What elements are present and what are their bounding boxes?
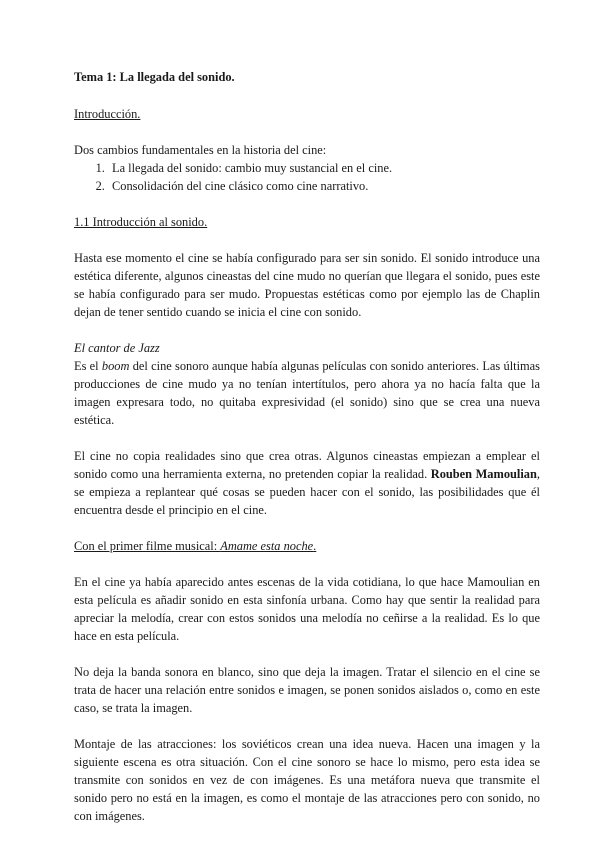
list-item: 1. La llegada del sonido: cambio muy sustancial en el cine. [108, 159, 540, 177]
film-heading-start: Con el primer filme musical: [74, 539, 221, 553]
film-paragraph-2: No deja la banda sonora en blanco, sino que deja la imagen. Tratar el silencio en el cine se trata de hacer una relación entre sonidos e imagen, se ponen sonidos aislados o, como en este caso, se trata la imagen. [74, 665, 540, 715]
intro-list [74, 159, 540, 195]
jazz-p2-start: El cine no copia realidades sino que crea otras. Algunos cineastas empiezan a emplear el sonido como una herramienta externa, no pretenden copiar la realidad. [74, 449, 540, 481]
jazz-p2-name: Rouben Mamoulian [430, 467, 537, 481]
section-1-1-paragraph: Hasta ese momento el cine se había configurado para ser sin sonido. El sonido introduce una estética diferente, algunos cineastas del cine mudo no querían que llegara el sonido, pues este se había configurado para ser mudo. Propuestas estéticas como por ejemplo las de Chaplin dejan de tener sentido cuando se inicia el cine con sonido. [74, 251, 540, 319]
jazz-p1-rest: del cine sonoro aunque había algunas películas con sonido anteriores. Las últimas producciones de cine mudo ya no tenían intertítulos, pero ahora ya no hacía falta que la imagen expresara todo, no quitaba expresividad (el sonido) sino que se crea una nueva estética. [74, 359, 540, 427]
film-paragraph-3: Montaje de las atracciones: los soviéticos crean una idea nueva. Hacen una imagen y la siguiente escena es otra situación. Con el cine sonoro se hace lo mismo, pero esta idea se transmite con sonidos en vez de con imágenes. Es una metáfora nueva que transmite el sonido pero no está en la imagen, es como el montaje de las atracciones pero con sonido, no con imágenes. [74, 737, 540, 823]
jazz-p2-rest: , se empieza a replantear qué cosas se pueden hacer con el sonido, las posibilidades que él encuentra desde el principio en el cine. [74, 467, 540, 517]
film-heading-end: . [313, 539, 317, 553]
intro-text: Dos cambios fundamentales en la historia del cine: [74, 143, 327, 157]
document-title: Tema 1: La llegada del sonido. [74, 70, 235, 84]
film-heading-title: Amame esta noche [220, 539, 314, 553]
jazz-p1-boom: boom [101, 359, 130, 373]
film-paragraph-1: En el cine ya había aparecido antes escenas de la vida cotidiana, lo que hace Mamoulian en esta película es añadir sonido en esta sinfonía urbana. Como hay que sentir la realidad para apreciar la melodía, crear con estos sonidos una melodía no ceñirse a la realidad. Es lo que hace en esta película. [74, 575, 540, 643]
jazz-paragraph-2 [74, 447, 540, 519]
jazz-p1-start: Es el [74, 359, 102, 373]
film-heading [74, 537, 540, 555]
jazz-paragraph-1 [74, 357, 540, 429]
jazz-subtitle: El cantor de Jazz [74, 341, 160, 355]
list-item: 2. Consolidación del cine clásico como cine narrativo. [108, 177, 540, 195]
section-heading-1-1: 1.1 Introducción al sonido. [74, 215, 208, 229]
intro-heading: Introducción. [74, 107, 141, 121]
